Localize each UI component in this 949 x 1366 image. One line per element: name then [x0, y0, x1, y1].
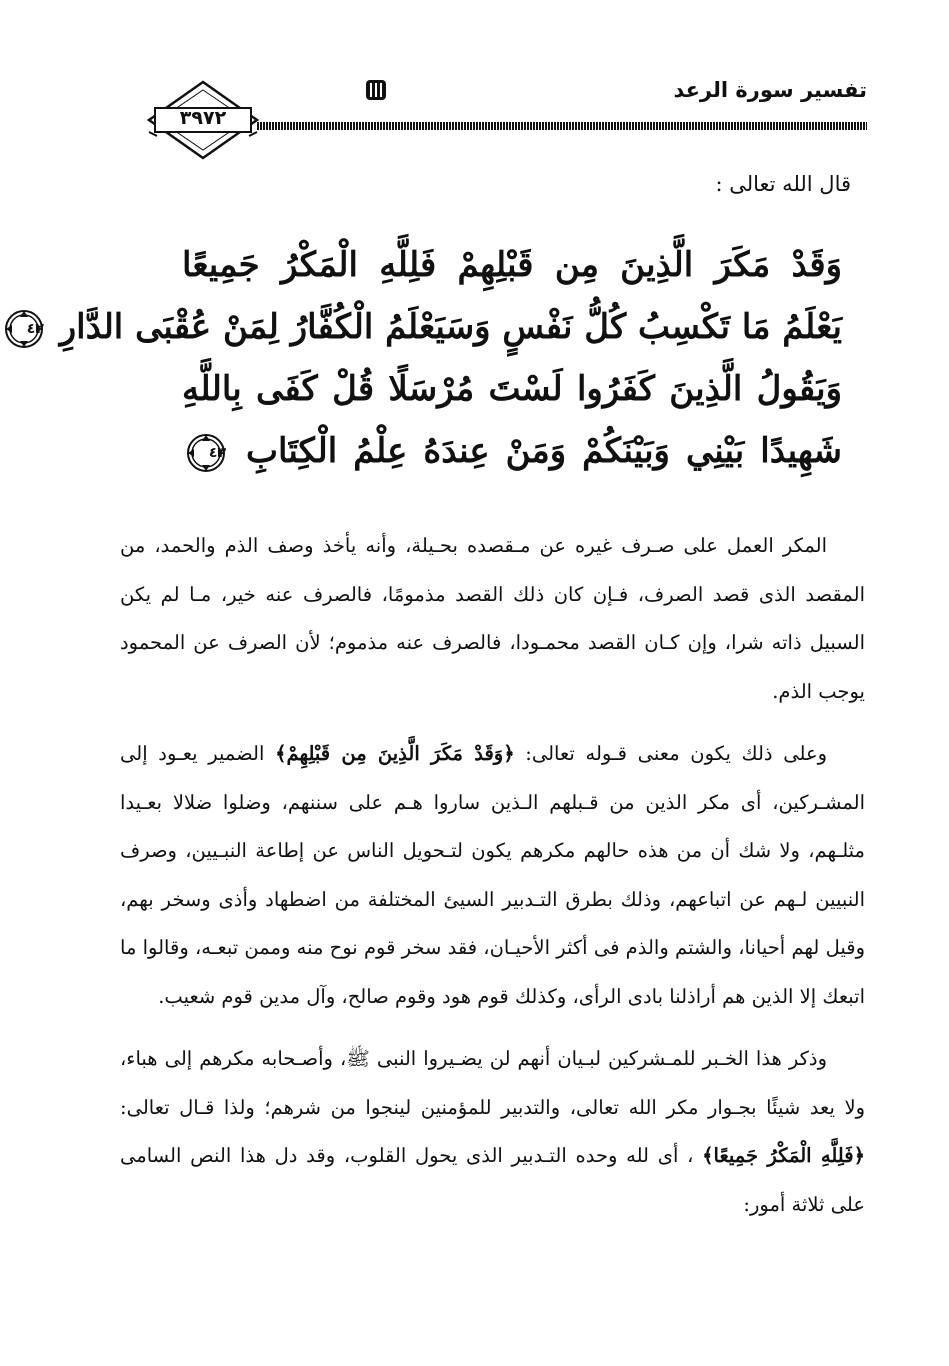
quran-line-2-text: يَعْلَمُ مَا تَكْسِبُ كُلُّ نَفْسٍ وَسَيَعْلَمُ الْكُفَّارُ لِمَنْ عُقْبَى الدَّارِ [59, 307, 842, 347]
page-header [147, 60, 867, 160]
verse-number: ٤٢ [26, 321, 44, 337]
quran-line-2 [26, 296, 842, 358]
header-rule [257, 122, 867, 130]
paragraph-2 [120, 730, 865, 1021]
paragraph-1: المكر العمل على صـرف غيره عن مـقصده بحـيلة، وأنه يأخذ وصف الذم والحمد، من المقصد الذى قصد الصرف، فـإن كان ذلك القصد مذمومًا، فالصرف عنه خير، مـا لم يكن السبيل ذاته شرا، وإن كـان القصد محمـودا، فالصرف عنه مذموم؛ لأن الصرف عن المحمود يوجب الذم. [120, 534, 865, 703]
intro-text: قال الله تعالى : [715, 172, 851, 196]
paragraph-3 [120, 1035, 865, 1229]
verse-number: ٤٣ [208, 445, 226, 461]
quran-line-4-text: شَهِيدًا بَيْنِي وَبَيْنَكُمْ وَمَنْ عِندَهُ عِلْمُ الْكِتَابِ [246, 431, 842, 471]
page-number-badge [147, 80, 259, 160]
ornament-icon [365, 78, 387, 102]
paragraph-2-lead: وعلى ذلك يكون معنى قـوله تعالى: [525, 742, 827, 765]
verse-marker-42 [4, 309, 44, 349]
quran-line-3: وَيَقُولُ الَّذِينَ كَفَرُوا لَسْتَ مُرْسَلًا قُلْ كَفَى بِاللَّهِ [182, 369, 842, 409]
quran-quote: ﴿فَلِلَّهِ الْمَكْرُ جَمِيعًا﴾ [702, 1144, 865, 1167]
quran-line-1: وَقَدْ مَكَرَ الَّذِينَ مِن قَبْلِهِمْ فَلِلَّهِ الْمَكْرُ جَمِيعًا [182, 245, 842, 285]
quran-block [26, 234, 842, 482]
verse-marker-43 [186, 433, 226, 473]
running-title: تفسير سورة الرعد [673, 78, 867, 102]
commentary-body [120, 522, 865, 1243]
paragraph-3-rest: ، أى لله وحده التـدبير الذى يحول القلوب، وقد دل هذا النص السامى على ثلاثة أمور: [120, 1144, 865, 1216]
quran-quote: ﴿وَقَدْ مَكَرَ الَّذِينَ مِن قَبْلِهِمْ﴾ [275, 742, 515, 765]
paragraph-2-rest: الضمير يعـود إلى المشـركين، أى مكر الذين من قـبلهم الـذين ساروا هـم على سننهم، وضلوا ضلالا بعـيدا مثلـهم، ولا شك أن من هذه حالهم مكرهم يكون لتـحويل الناس عن إطاعة النبـيين، وصرف النبيين لـهم عن اتباعهم، وذلك بطرق التـدبير السيئ المختلفة من اضطهاد وأذى وسخر بهم، وقيل لهم أحيانا، والشتم والذم فى أكثر الأحيـان، فقد سخر قوم نوح منه وممن تبعـه، وقالوا ما اتبعك إلا الذين هم أراذلنا بادى الرأى، وكذلك قوم هود وقوم صالح، وآل مدين قوم شعيب. [120, 742, 865, 1008]
book-page [26, 0, 949, 1366]
quran-line-4 [182, 420, 842, 482]
paragraph-3-lead: وذكر هذا الخـبر للمـشركين لبـيان أنهم لن يضـيروا النبى ﷺ، وأصـحابه مكرهم إلى هباء، ولا يعد شيئًا بجـوار مكر الله تعالى، والتدبير للمؤمنين لينجوا من شرهم؛ ولذا قـال تعالى: [120, 1047, 865, 1119]
page-number: ٣٩٧٢ [179, 107, 227, 129]
